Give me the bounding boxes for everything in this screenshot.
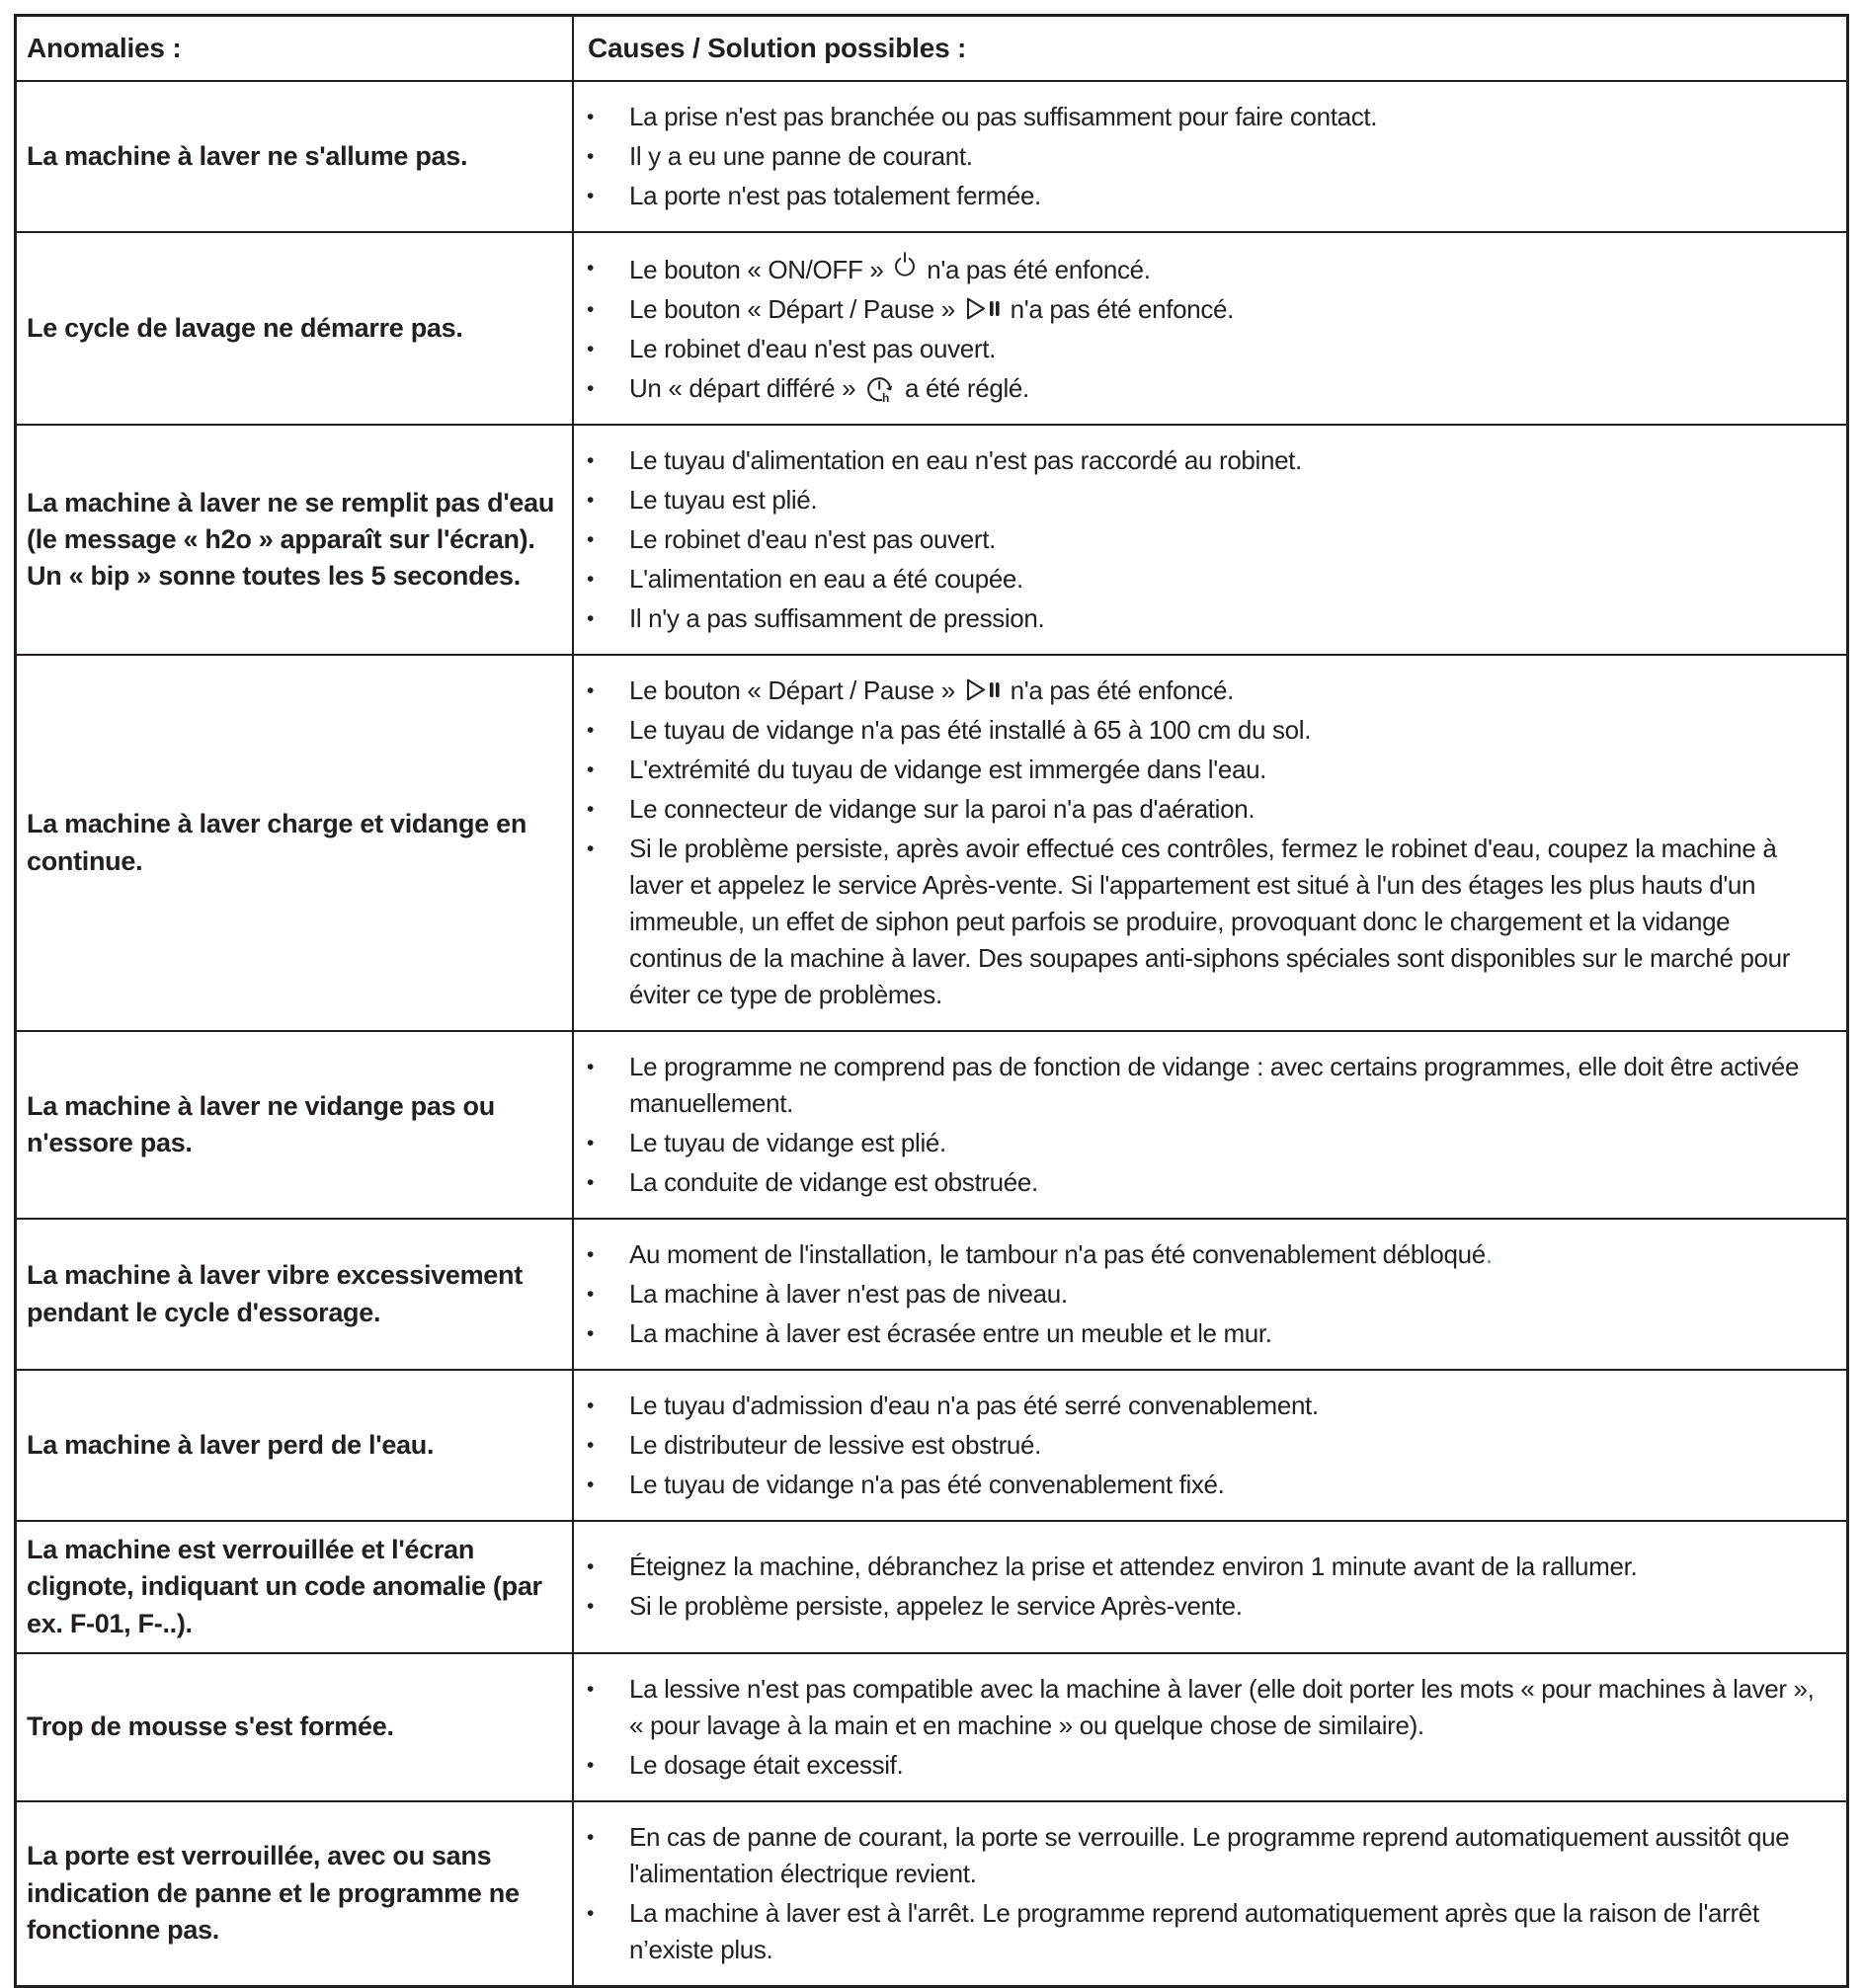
bullet-icon: • xyxy=(587,1753,595,1777)
causes-list xyxy=(574,1230,1821,1359)
bullet-icon: • xyxy=(587,1283,595,1306)
table-row xyxy=(17,1218,1846,1369)
anomaly-text: La porte est verrouillée, avec ou sans indication de panne et le programme ne fonctionne pas. xyxy=(27,1841,520,1945)
causes-cell xyxy=(574,1802,1846,1985)
causes-cell xyxy=(574,1032,1846,1218)
cause-item xyxy=(574,370,1821,407)
table-row xyxy=(17,1652,1846,1800)
anomaly-cell xyxy=(17,1802,574,1985)
cause-item xyxy=(574,521,1821,558)
bullet-icon: • xyxy=(587,257,595,279)
cause-text: Il n'y a pas suffisamment de pression. xyxy=(629,603,1045,633)
cause-text: La machine à laver est écrasée entre un meuble et le mur. xyxy=(629,1318,1272,1348)
cause-text: L'extrémité du tuyau de vidange est immergée dans l'eau. xyxy=(629,755,1267,784)
cause-item xyxy=(574,1236,1821,1273)
cause-text: Le distributeur de lessive est obstrué. xyxy=(629,1430,1042,1460)
bullet-icon: • xyxy=(587,1595,595,1619)
causes-cell xyxy=(574,1371,1846,1520)
anomaly-cell xyxy=(17,1522,574,1652)
bullet-icon: • xyxy=(587,145,595,168)
bullet-icon: • xyxy=(587,719,595,742)
cause-text: Le robinet d'eau n'est pas ouvert. xyxy=(629,334,996,363)
cause-item xyxy=(574,99,1821,135)
cause-text: Le bouton « Départ / Pause » n'a pas été enfoncé. xyxy=(629,294,1235,324)
bullet-icon: • xyxy=(587,1677,595,1701)
cause-text: Le tuyau de vidange n'a pas été convenablement fixé. xyxy=(629,1470,1225,1499)
cause-item xyxy=(574,1427,1821,1464)
delayed-start-icon xyxy=(864,373,896,406)
causes-list xyxy=(574,243,1821,414)
cause-text: La machine à laver est à l'arrêt. Le programme reprend automatiquement après que la raison de l'arrêt n’existe plus. xyxy=(629,1897,1759,1964)
cause-text: Le tuyau est plié. xyxy=(629,485,818,515)
bullet-icon: • xyxy=(587,607,595,630)
cause-item xyxy=(574,1315,1821,1352)
cause-text: Le tuyau de vidange n'a pas été installé à 65 à 100 cm du sol. xyxy=(629,715,1312,745)
table-row xyxy=(17,654,1846,1030)
cause-item xyxy=(574,600,1821,637)
causes-list xyxy=(574,666,1821,1020)
cause-item xyxy=(574,561,1821,597)
cause-item xyxy=(574,673,1821,709)
causes-cell xyxy=(574,1522,1846,1652)
bullet-icon: • xyxy=(587,449,595,472)
bullet-icon: • xyxy=(587,1394,595,1417)
cause-text: Le tuyau de vidange est plié. xyxy=(629,1128,946,1157)
bullet-icon: • xyxy=(587,489,595,512)
causes-cell xyxy=(574,233,1846,424)
bullet-icon: • xyxy=(587,185,595,207)
causes-list xyxy=(574,1812,1821,1975)
bullet-icon: • xyxy=(587,528,595,551)
cause-item xyxy=(574,1747,1821,1784)
anomaly-text: La machine à laver vibre excessivement pendant le cycle d'essorage. xyxy=(27,1260,523,1327)
bullet-icon: • xyxy=(587,1434,595,1457)
cause-item xyxy=(574,1895,1821,1968)
causes-cell xyxy=(574,1654,1846,1800)
anomaly-text: La machine à laver ne s'allume pas. xyxy=(27,140,468,171)
start-pause-icon xyxy=(964,676,1002,703)
cause-item xyxy=(574,178,1821,214)
cause-text: La porte n'est pas totalement fermée. xyxy=(629,181,1041,210)
anomaly-text: Le cycle de lavage ne démarre pas. xyxy=(27,312,463,343)
bullet-icon: • xyxy=(587,1171,595,1194)
causes-list xyxy=(574,1381,1821,1510)
anomaly-text: La machine à laver ne se remplit pas d'eau (le message « h2o » apparaît sur l'écran). Un « bip » sonne toutes les 5 secondes. xyxy=(27,487,555,592)
bullet-icon: • xyxy=(587,798,595,821)
cause-item xyxy=(574,752,1821,788)
anomaly-cell xyxy=(17,1371,574,1520)
cause-item xyxy=(574,1467,1821,1503)
cause-item xyxy=(574,291,1821,328)
cause-text: Le tuyau d'admission d'eau n'a pas été serré convenablement. xyxy=(629,1391,1319,1420)
cause-item xyxy=(574,442,1821,479)
anomaly-text: La machine à laver charge et vidange en continue. xyxy=(27,809,527,876)
cause-text: Le connecteur de vidange sur la paroi n'a pas d'aération. xyxy=(629,794,1256,824)
bullet-icon: • xyxy=(587,1473,595,1496)
cause-item xyxy=(574,791,1821,828)
cause-item xyxy=(574,831,1821,1013)
bullet-icon: • xyxy=(587,758,595,781)
causes-column-header: Causes / Solution possibles : xyxy=(588,33,967,63)
bullet-icon: • xyxy=(587,679,595,702)
cause-text: Un « départ différé » h a été réglé. xyxy=(629,373,1029,405)
cause-text: Si le problème persiste, appelez le service Après-vente. xyxy=(629,1591,1243,1622)
cause-text: Le robinet d'eau n'est pas ouvert. xyxy=(629,524,996,554)
causes-list xyxy=(574,1042,1821,1208)
table-row xyxy=(17,80,1846,231)
anomaly-cell xyxy=(17,656,574,1030)
bullet-icon: • xyxy=(587,1243,595,1266)
causes-cell xyxy=(574,82,1846,231)
cause-item xyxy=(574,1671,1821,1744)
power-icon xyxy=(892,250,918,280)
cause-item xyxy=(574,250,1821,288)
bullet-icon: • xyxy=(587,1056,595,1078)
bullet-icon: • xyxy=(587,568,595,591)
bullet-icon: • xyxy=(587,1322,595,1345)
causes-cell xyxy=(574,656,1846,1030)
anomalies-column-header: Anomalies : xyxy=(17,17,574,80)
table-row xyxy=(17,1030,1846,1218)
bullet-icon: • xyxy=(587,377,595,400)
cause-item xyxy=(574,138,1821,175)
cause-text: Le programme ne comprend pas de fonction de vidange : avec certains programmes, elle doit être activée manuellement. xyxy=(629,1052,1800,1118)
anomaly-text: La machine est verrouillée et l'écran clignote, indiquant un code anomalie (par ex. F-01, F-..). xyxy=(27,1535,542,1638)
cause-item xyxy=(574,1049,1821,1122)
svg-text:h: h xyxy=(882,391,890,405)
cause-item xyxy=(574,1125,1821,1161)
cause-text: Éteignez la machine, débranchez la prise et attendez environ 1 minute avant de la rallumer. xyxy=(629,1551,1638,1582)
bullet-icon: • xyxy=(587,1825,595,1849)
table-row xyxy=(17,1800,1846,1985)
anomaly-cell xyxy=(17,426,574,654)
anomaly-text: La machine à laver perd de l'eau. xyxy=(27,1429,435,1460)
bullet-icon: • xyxy=(587,1901,595,1925)
anomaly-cell xyxy=(17,1032,574,1218)
table-row xyxy=(17,1520,1846,1652)
table-row xyxy=(17,1369,1846,1520)
table-header-row xyxy=(17,17,1846,80)
cause-text: Le tuyau d'alimentation en eau n'est pas raccordé au robinet. xyxy=(629,445,1302,475)
cause-item xyxy=(574,1588,1821,1625)
causes-list xyxy=(574,436,1821,644)
causes-list xyxy=(574,1542,1821,1631)
anomaly-cell xyxy=(17,1220,574,1369)
cause-text: Au moment de l'installation, le tambour n'a pas été convenablement débloqué. xyxy=(629,1239,1493,1269)
table-row xyxy=(17,424,1846,654)
bullet-icon: • xyxy=(587,338,595,360)
anomaly-text: La machine à laver ne vidange pas ou n'essore pas. xyxy=(27,1090,495,1157)
cause-text: Le bouton « Départ / Pause » n'a pas été enfoncé. xyxy=(629,676,1235,705)
cause-item xyxy=(574,482,1821,518)
cause-item xyxy=(574,1549,1821,1585)
anomaly-cell xyxy=(17,82,574,231)
cause-text: Il y a eu une panne de courant. xyxy=(629,141,973,171)
cause-text: Le dosage était excessif. xyxy=(629,1749,904,1780)
cause-item xyxy=(574,331,1821,367)
causes-cell xyxy=(574,1220,1846,1369)
cause-item xyxy=(574,712,1821,749)
cause-text: En cas de panne de courant, la porte se verrouille. Le programme reprend automatiquement aussitôt que l'alimentation électrique revient. xyxy=(629,1821,1790,1888)
bullet-icon: • xyxy=(587,1555,595,1579)
cause-text: La machine à laver n'est pas de niveau. xyxy=(629,1279,1068,1309)
cause-text: Si le problème persiste, après avoir effectué ces contrôles, fermez le robinet d'eau, coupez la machine à laver et appelez le service Après-vente. Si l'appartement est situé à l'un des étages les plus hauts d'un immeuble, un effet de siphon peut parfois se produire, provoquant donc le chargement et la vidange continus de la machine à laver. Des soupapes anti-siphons spéciales sont disponibles sur le marché pour éviter ce type de problèmes. xyxy=(629,834,1791,1009)
causes-list xyxy=(574,92,1821,221)
cause-text: La lessive n'est pas compatible avec la machine à laver (elle doit porter les mots « pour machines à laver », « pour lavage à la main et en machine » ou quelque chose de similaire). xyxy=(629,1673,1815,1740)
cause-item xyxy=(574,1276,1821,1312)
table-row xyxy=(17,231,1846,424)
causes-list xyxy=(574,1664,1821,1790)
cause-item xyxy=(574,1164,1821,1201)
bullet-icon: • xyxy=(587,1132,595,1154)
troubleshooting-table xyxy=(14,14,1849,1988)
anomaly-cell xyxy=(17,233,574,424)
start-pause-icon xyxy=(964,295,1002,322)
cause-item xyxy=(574,1388,1821,1424)
bullet-icon: • xyxy=(587,106,595,128)
cause-text: L'alimentation en eau a été coupée. xyxy=(629,564,1023,594)
anomaly-text: Trop de mousse s'est formée. xyxy=(27,1711,394,1742)
bullet-icon: • xyxy=(587,837,595,860)
cause-text: Le bouton « ON/OFF » n'a pas été enfoncé. xyxy=(629,250,1821,288)
bullet-icon: • xyxy=(587,298,595,321)
cause-text: La conduite de vidange est obstruée. xyxy=(629,1167,1038,1197)
cause-item xyxy=(574,1819,1821,1892)
anomaly-cell xyxy=(17,1654,574,1800)
causes-cell xyxy=(574,426,1846,654)
cause-text: La prise n'est pas branchée ou pas suffisamment pour faire contact. xyxy=(629,102,1378,131)
